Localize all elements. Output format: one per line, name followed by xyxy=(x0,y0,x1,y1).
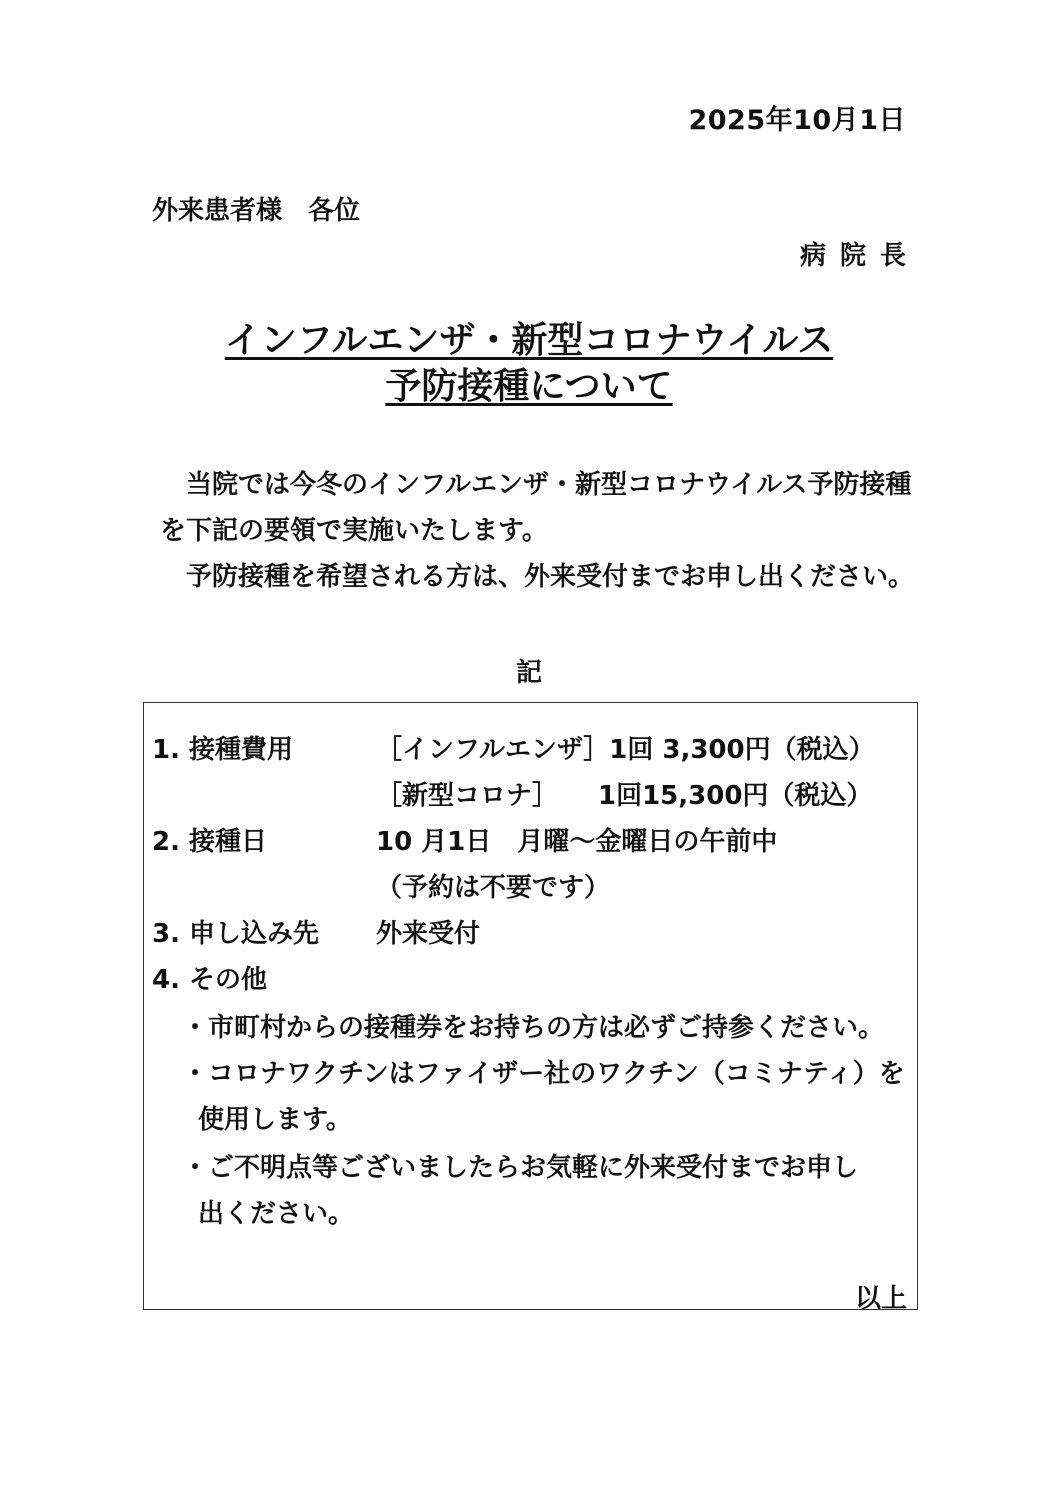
other-bullet-2: ・コロナワクチンはファイザー社のワクチン（コミナティ）を xyxy=(182,1059,905,1089)
other-bullet-3-cont: 出ください。 xyxy=(198,1199,355,1229)
date-note: （予約は不要です） xyxy=(376,873,611,903)
fee-category-influenza: ［インフルエンザ］ xyxy=(376,735,610,765)
document-title xyxy=(0,318,1058,410)
date-row xyxy=(152,821,374,858)
fee-label: 1. 接種費用 xyxy=(152,735,294,765)
document-date: 2025年10月1日 xyxy=(688,105,906,136)
other-row xyxy=(152,959,374,996)
fee-item-influenza xyxy=(376,729,875,766)
addressee: 外来患者様 各位 xyxy=(152,196,361,226)
other-bullet-3: ・ご不明点等ございましたらお気軽に外来受付までお申し xyxy=(182,1153,859,1183)
details-box xyxy=(143,702,918,1314)
other-bullet-1: ・市町村からの接種券をお持ちの方は必ずご持参ください。 xyxy=(182,1013,885,1043)
date-value: 10 月1日 月曜～金曜日の午前中 xyxy=(376,827,778,857)
intro-paragraph-2: 予防接種を希望される方は、外来受付までお申し出ください。 xyxy=(186,562,915,592)
sender: 病院長 xyxy=(799,241,920,271)
apply-row xyxy=(152,913,374,950)
other-label: 4. その他 xyxy=(152,965,268,995)
apply-label: 3. 申し込み先 xyxy=(152,919,320,949)
intro-paragraph-1: 当院では今冬のインフルエンザ・新型コロナウイルス予防接種を下記の要領で実施いたします。 xyxy=(160,470,912,546)
notice-marker: 記 xyxy=(515,658,542,688)
fee-category-covid: ［新型コロナ］ xyxy=(376,781,559,811)
intro-text xyxy=(160,462,920,600)
apply-value: 外来受付 xyxy=(376,919,481,949)
fee-row xyxy=(152,729,374,766)
title-line-1: インフルエンザ・新型コロナウイルス xyxy=(224,320,834,361)
title-line-2: 予防接種について xyxy=(385,366,673,407)
closing-mark: 以上 xyxy=(854,1284,907,1314)
fee-item-covid xyxy=(376,775,872,812)
date-label: 2. 接種日 xyxy=(152,827,268,857)
fee-price-covid: 1回15,300円（税込） xyxy=(598,781,873,811)
fee-price-influenza: 1回 3,300円（税込） xyxy=(609,735,875,765)
other-bullet-2-cont: 使用します。 xyxy=(198,1105,352,1135)
